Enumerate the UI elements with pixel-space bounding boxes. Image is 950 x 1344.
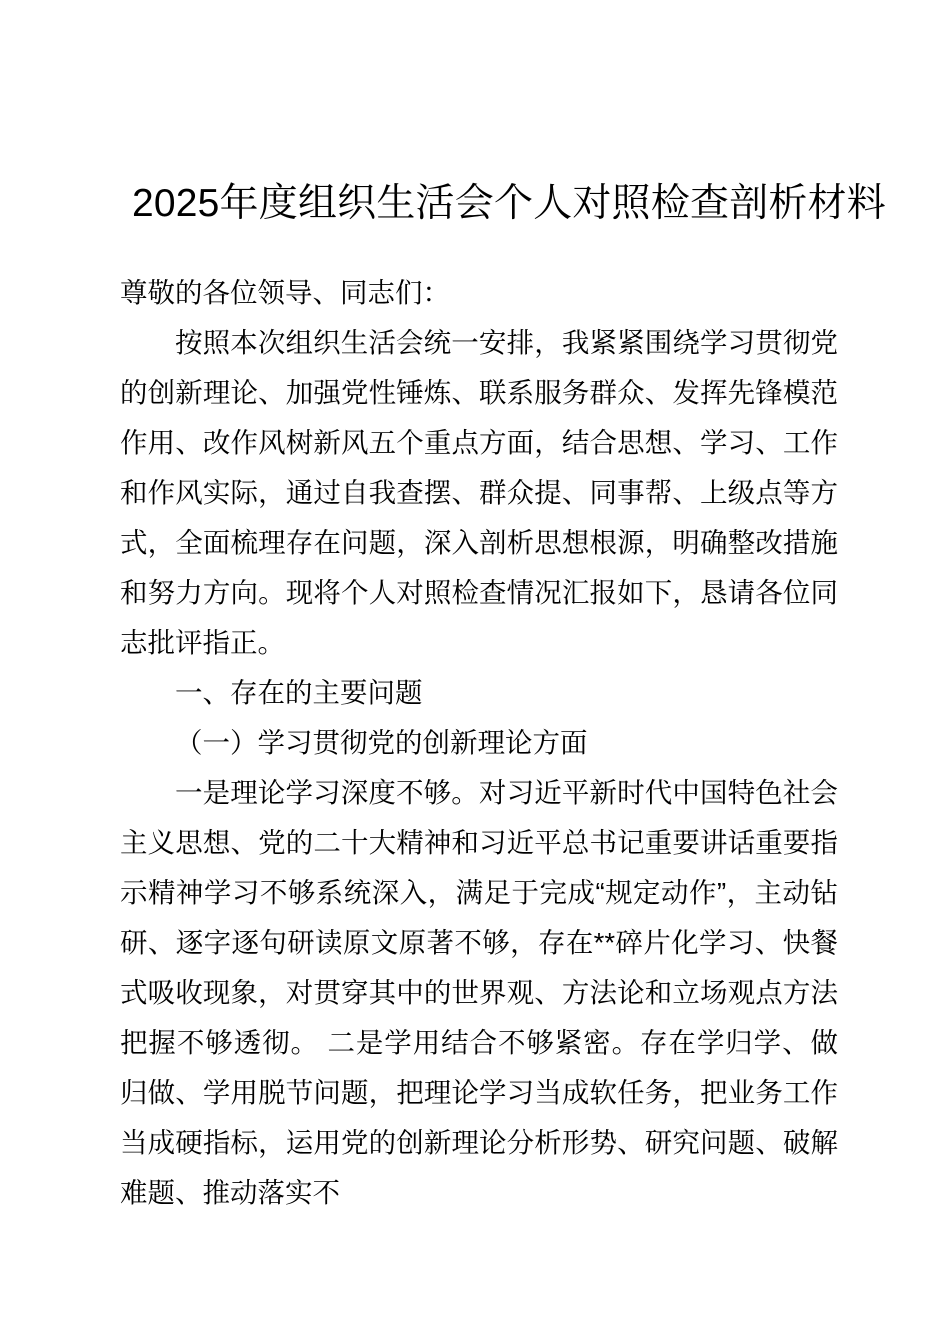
- subsection-one-body-paragraph: 一是理论学习深度不够。对习近平新时代中国特色社会主义思想、党的二十大精神和习近平总书记重要讲话重要指示精神学习不够系统深入，满足于完成“规定动作”，主动钻研、逐字逐句研读原文原著不够，存在**碎片化学习、快餐式吸收现象，对贯穿其中的世界观、方法论和立场观点方法把握不够透彻。 二是学用结合不够紧密。存在学归学、做归做、学用脱节问题，把理论学习当成软任务，把业务工作当成硬指标，运用党的创新理论分析形势、研究问题、破解难题、推动落实不: [120, 777, 838, 1208]
- page-title: 2025年度组织生活会个人对照检查剖析材料: [132, 182, 886, 225]
- opening-paragraph: 按照本次组织生活会统一安排，我紧紧围绕学习贯彻党的创新理论、加强党性锤炼、联系服务群众、发挥先锋模范作用、改作风树新风五个重点方面，结合思想、学习、工作和作风实际，通过自我查摆、群众提、同事帮、上级点等方式，全面梳理存在问题，深入剖析思想根源，明确整改措施和努力方向。现将个人对照检查情况汇报如下，恳请各位同志批评指正。: [120, 327, 838, 658]
- document-content-column: [120, 0, 886, 1218]
- salutation-line: 尊敬的各位领导、同志们：: [120, 277, 450, 308]
- subsection-heading-one: （一）学习贯彻党的创新理论方面: [175, 727, 588, 758]
- section-heading-one: 一、存在的主要问题: [175, 677, 423, 708]
